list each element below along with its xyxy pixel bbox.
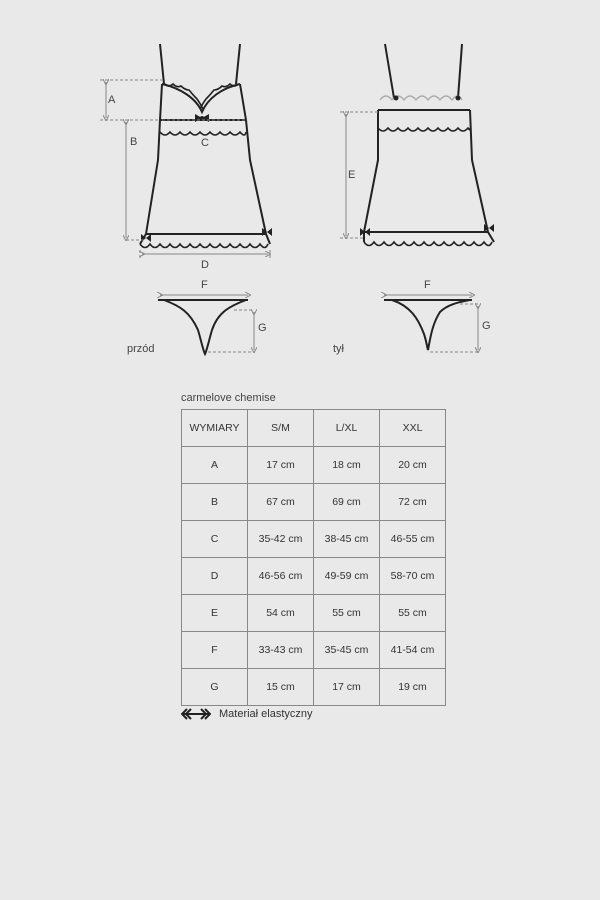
table-cell: 15 cm — [248, 669, 314, 706]
dim-label-b: B — [130, 136, 138, 148]
header-cell: S/M — [248, 410, 314, 447]
back-caption: tył — [333, 343, 344, 355]
table-row — [182, 484, 446, 521]
dim-label-e: E — [348, 169, 356, 181]
table-cell: 17 cm — [248, 447, 314, 484]
table-cell: F — [182, 632, 248, 669]
table-cell: E — [182, 595, 248, 632]
table-cell: 33-43 cm — [248, 632, 314, 669]
dim-label-f-back: F — [424, 279, 431, 291]
table-cell: 67 cm — [248, 484, 314, 521]
table-cell: 46-55 cm — [380, 521, 446, 558]
table-cell: 18 cm — [314, 447, 380, 484]
garment-diagrams — [0, 0, 600, 380]
table-cell: 55 cm — [314, 595, 380, 632]
header-cell: L/XL — [314, 410, 380, 447]
legend-text: Materiał elastyczny — [219, 708, 313, 720]
table-row — [182, 521, 446, 558]
table-row — [182, 632, 446, 669]
table-cell: 41-54 cm — [380, 632, 446, 669]
size-table — [181, 409, 446, 706]
back-chemise-drawing — [364, 44, 494, 246]
header-cell: XXL — [380, 410, 446, 447]
dim-label-a: A — [108, 94, 116, 106]
back-thong-drawing — [384, 300, 472, 350]
dim-label-g-back: G — [482, 320, 491, 332]
table-cell: 54 cm — [248, 595, 314, 632]
front-thong-drawing — [158, 300, 248, 354]
table-row — [182, 447, 446, 484]
table-cell: C — [182, 521, 248, 558]
table-header-row — [182, 410, 446, 447]
dim-label-c: C — [201, 137, 209, 149]
header-cell: WYMIARY — [182, 410, 248, 447]
legend — [181, 708, 313, 720]
front-caption: przód — [127, 343, 155, 355]
table-title: carmelove chemise — [181, 392, 276, 404]
dim-label-d: D — [201, 259, 209, 271]
table-cell: B — [182, 484, 248, 521]
table-cell: 35-42 cm — [248, 521, 314, 558]
table-cell: D — [182, 558, 248, 595]
table-cell: 17 cm — [314, 669, 380, 706]
table-cell: 46-56 cm — [248, 558, 314, 595]
elastic-arrows-icon — [181, 708, 211, 720]
table-row — [182, 558, 446, 595]
table-cell: 72 cm — [380, 484, 446, 521]
table-cell: 19 cm — [380, 669, 446, 706]
table-cell: 20 cm — [380, 447, 446, 484]
table-cell: 58-70 cm — [380, 558, 446, 595]
table-cell: 38-45 cm — [314, 521, 380, 558]
table-cell: G — [182, 669, 248, 706]
table-cell: 49-59 cm — [314, 558, 380, 595]
table-cell: 35-45 cm — [314, 632, 380, 669]
table-row — [182, 669, 446, 706]
table-cell: A — [182, 447, 248, 484]
table-cell: 69 cm — [314, 484, 380, 521]
table-row — [182, 595, 446, 632]
table-cell: 55 cm — [380, 595, 446, 632]
dim-label-g-front: G — [258, 322, 267, 334]
dim-label-f-front: F — [201, 279, 208, 291]
